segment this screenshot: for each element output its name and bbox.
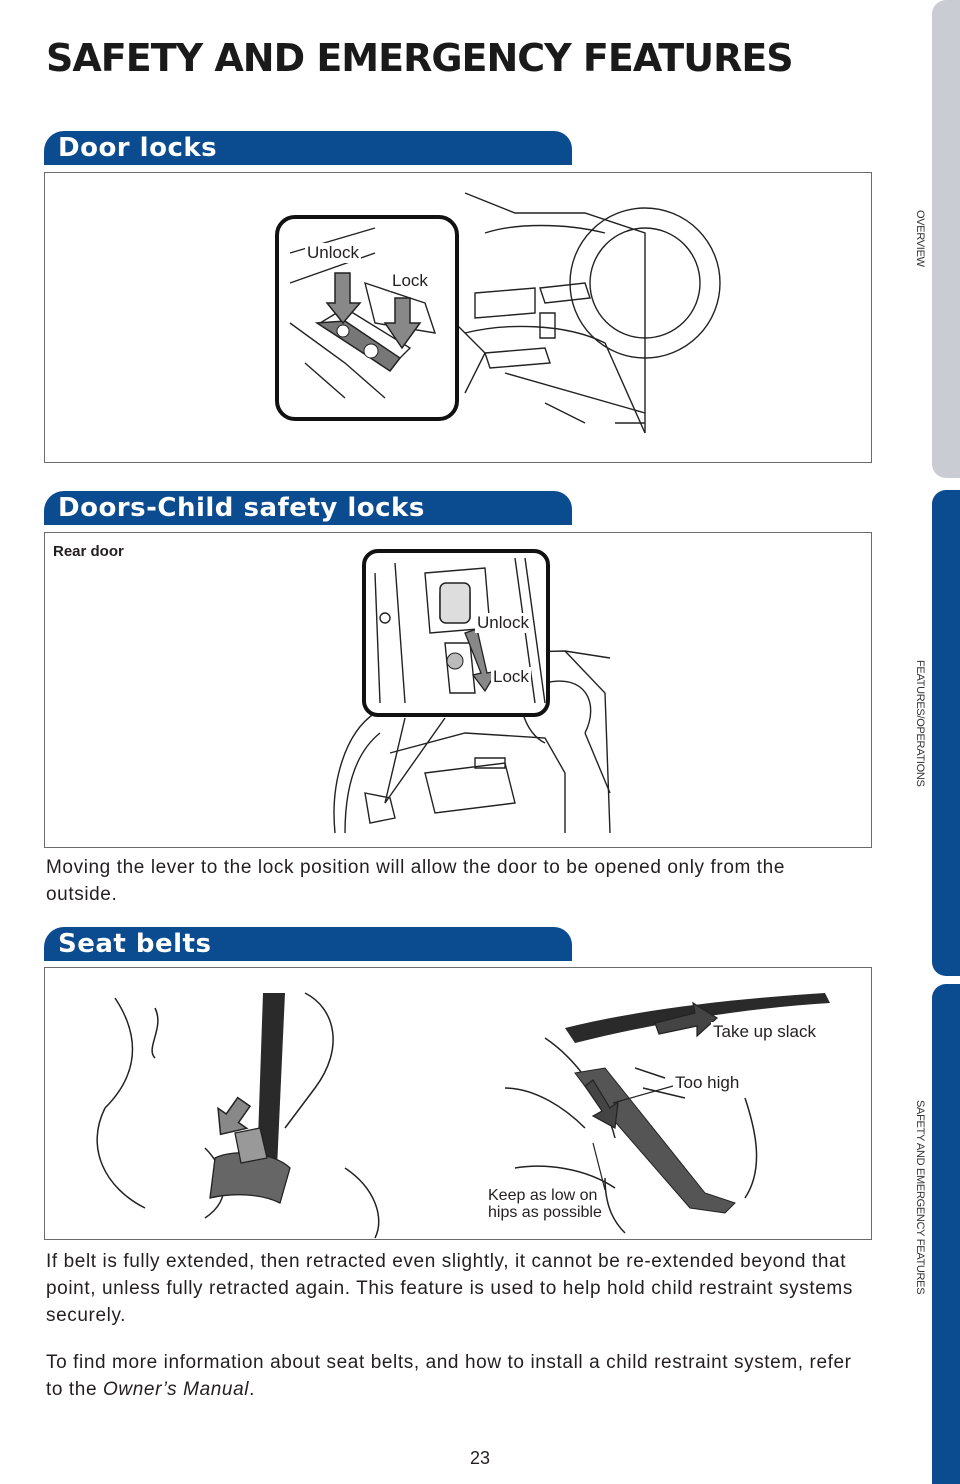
side-tab-label-safety: SAFETY AND EMERGENCY FEATURES bbox=[914, 1100, 926, 1295]
seat-belts-description: If belt is fully extended, then retracted even slightly, it cannot be re-extended beyond that point, unless fully retracted again. This feature is used to help hold child restraint systems securely. bbox=[46, 1251, 853, 1326]
callout-keep-low-line2: hips as possible bbox=[488, 1204, 602, 1221]
more-info-text: To find more information about seat belts, and how to install a child restraint system, refer to the bbox=[46, 1352, 852, 1400]
door-panel-illustration bbox=[45, 173, 872, 463]
more-info-end: . bbox=[249, 1379, 255, 1400]
callout-take-up-slack: Take up slack bbox=[713, 1022, 816, 1041]
side-tab-label-overview: OVERVIEW bbox=[914, 210, 926, 267]
side-tab-features-operations[interactable] bbox=[932, 490, 960, 976]
section-header-child-locks: Doors-Child safety locks bbox=[44, 491, 572, 525]
rear-door-illustration bbox=[45, 533, 872, 848]
callout-keep-low-line1: Keep as low on bbox=[488, 1187, 598, 1204]
side-tab-overview[interactable] bbox=[932, 0, 960, 478]
page-title: SAFETY AND EMERGENCY FEATURES bbox=[46, 36, 793, 80]
callout-child-unlock: Unlock bbox=[477, 613, 529, 632]
child-locks-description: Moving the lever to the lock position will allow the door to be opened only from the outside. bbox=[46, 857, 786, 905]
child-locks-figure bbox=[44, 532, 872, 848]
owners-manual-reference: Owner’s Manual bbox=[103, 1379, 250, 1400]
callout-lock: Lock bbox=[392, 271, 428, 290]
seat-belt-illustration bbox=[45, 968, 872, 1240]
section-header-seat-belts: Seat belts bbox=[44, 927, 572, 961]
side-tab-label-features: FEATURES/OPERATIONS bbox=[914, 660, 926, 787]
figure-label-rear-door: Rear door bbox=[53, 543, 124, 560]
callout-child-lock: Lock bbox=[493, 667, 529, 686]
callout-too-high: Too high bbox=[675, 1073, 740, 1092]
seat-belts-figure bbox=[44, 967, 872, 1240]
section-header-door-locks: Door locks bbox=[44, 131, 572, 165]
seat-belts-more-info bbox=[46, 1349, 856, 1403]
side-tab-safety[interactable] bbox=[932, 984, 960, 1484]
door-locks-figure bbox=[44, 172, 872, 463]
page-number: 23 bbox=[469, 1448, 491, 1468]
callout-unlock: Unlock bbox=[307, 243, 359, 262]
